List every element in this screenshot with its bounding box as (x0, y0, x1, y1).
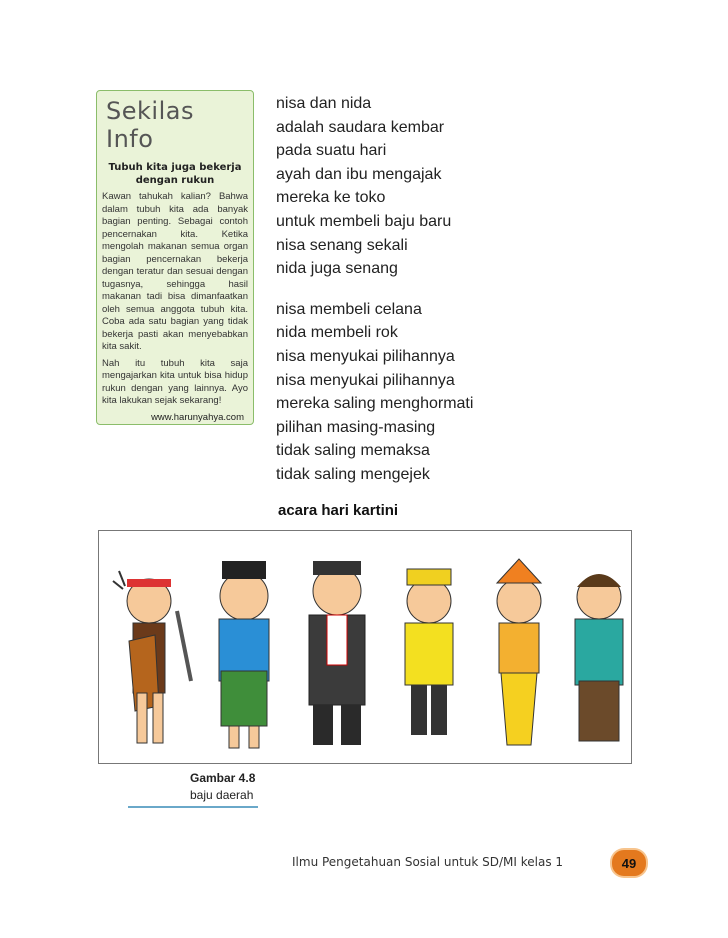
poem-line: tidak saling mengejek (276, 465, 430, 483)
page-number-badge: 49 (612, 850, 646, 876)
child-1-illustration (113, 571, 191, 743)
section-heading: acara hari kartini (278, 502, 399, 519)
info-source: www.harunyahya.com (151, 411, 244, 423)
poem-line: nisa menyukai pilihannya (276, 371, 455, 389)
poem-line: tidak saling memaksa (276, 442, 430, 460)
caption-text: baju daerah (190, 788, 254, 802)
poem (276, 92, 473, 487)
info-subtitle (102, 161, 248, 187)
caption-title: Gambar 4.8 (190, 771, 256, 785)
poem-line: pada suatu hari (276, 142, 387, 160)
info-title: Sekilas Info (106, 97, 194, 153)
child-2-illustration (219, 561, 269, 748)
info-box (96, 90, 254, 425)
child-5-illustration (497, 559, 541, 745)
poem-line: adalah saudara kembar (276, 118, 445, 136)
poem-line: nisa membeli celana (276, 300, 422, 318)
info-subtitle-line2: dengan rukun (135, 175, 215, 186)
info-paragraph-1: Kawan tahukah kalian? Bahwa dalam tubuh kita ada banyak bagian penting. Sebagai contoh pencernakan kita. Ketika mengolah makanan semua organ bagian pencernakan bekerja dengan teratur dan sesuai dengan tugasnya, sehingga hasil makanan tadi bisa dimanfaatkan oleh semua anggota tubuh kita. Coba ada satu bagian yang tidak bekerja pasti akan menyebabkan kita sakit. (102, 191, 248, 352)
illustration-children (99, 531, 631, 763)
poem-line: nida membeli rok (276, 324, 398, 342)
figure-caption (190, 770, 255, 804)
child-6-illustration (575, 574, 623, 741)
poem-line: nisa menyukai pilihannya (276, 347, 455, 365)
poem-line: mereka ke toko (276, 189, 386, 207)
figure-traditional-clothes (98, 530, 632, 764)
poem-line: pilihan masing-masing (276, 418, 436, 436)
poem-line: nisa dan nida (276, 95, 372, 112)
caption-divider (128, 806, 258, 808)
info-subtitle-line1: Tubuh kita juga bekerja (108, 162, 242, 173)
poem-line: nida juga senang (276, 260, 398, 278)
poem-line: nisa senang sekali (276, 236, 408, 254)
footer-book-title: Ilmu Pengetahuan Sosial untuk SD/MI kelas 1 (292, 855, 564, 869)
poem-line: ayah dan ibu mengajak (276, 165, 442, 183)
poem-line: untuk membeli baju baru (276, 212, 452, 230)
child-4-illustration (405, 569, 453, 735)
poem-line: mereka saling menghormati (276, 395, 474, 413)
child-3-illustration (309, 561, 365, 745)
info-paragraph-2: Nah itu tubuh kita saja mengajarkan kita untuk bisa hidup rukun dengan yang lainnya. Ayo kita lakukan sejak sekarang! (102, 357, 248, 406)
